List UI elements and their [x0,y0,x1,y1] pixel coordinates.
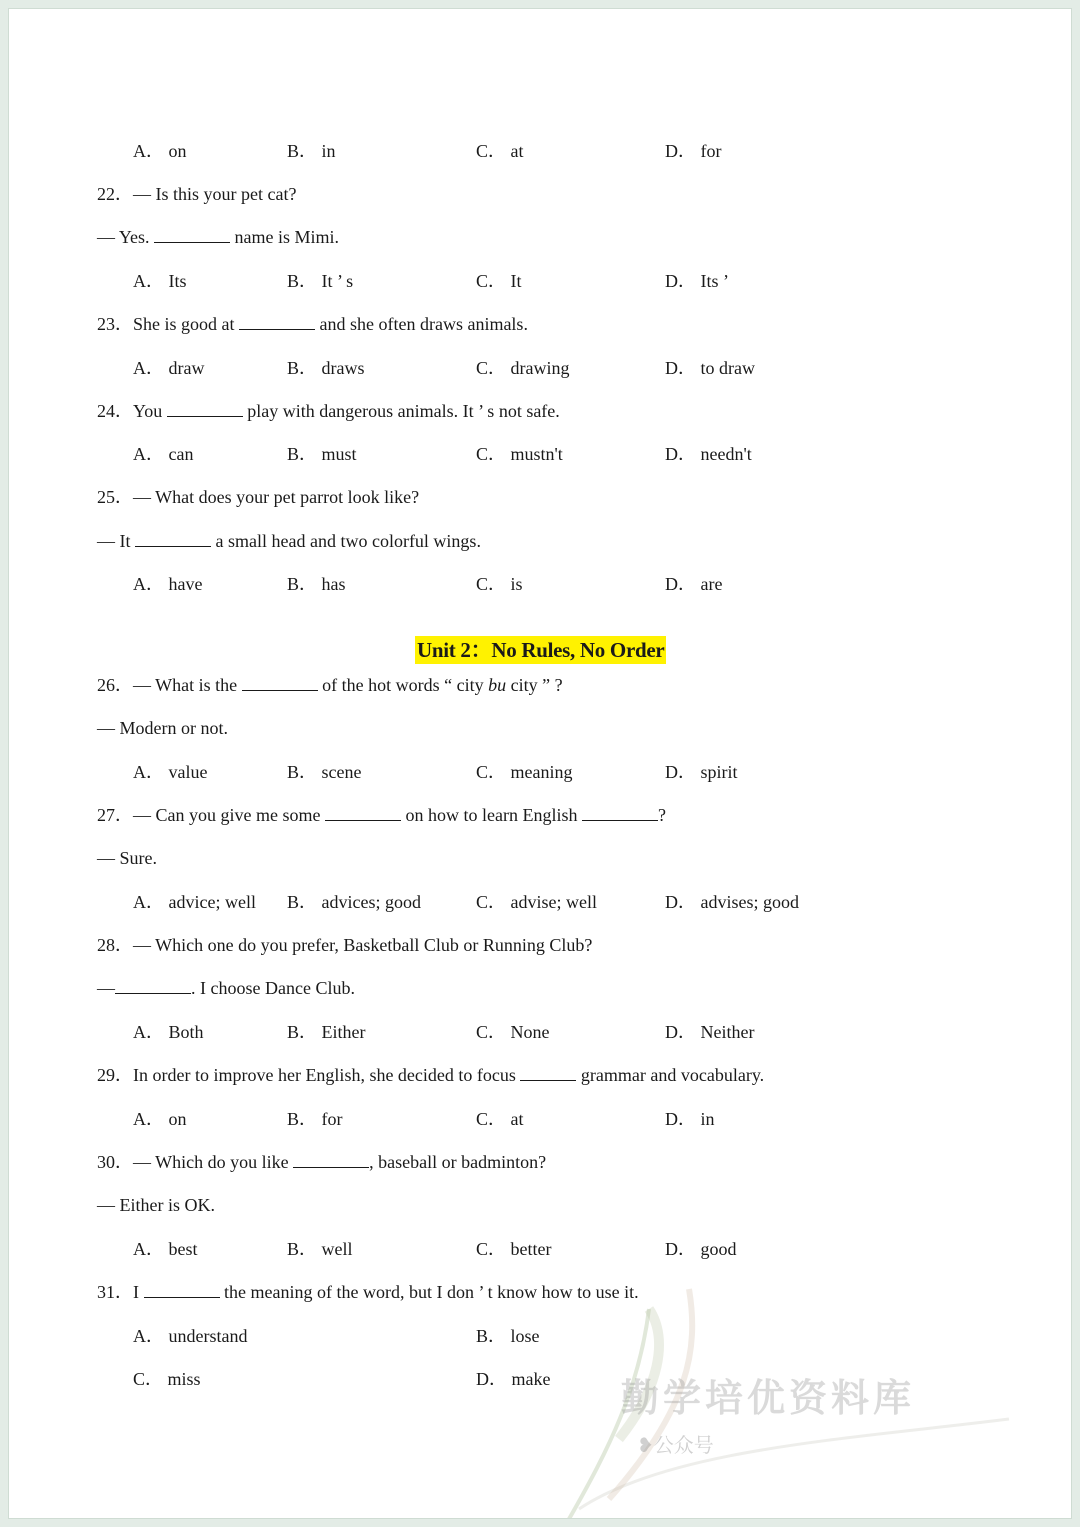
q24-stem: 24．You play with dangerous animals. It ’ s not safe. [97,401,560,421]
option-b: B． advices; good [287,892,421,912]
option-d: D． to draw [665,358,755,378]
option-c: C． mustn't [476,444,563,464]
option-b: B． draws [287,358,365,378]
option-b: B． for [287,1109,343,1129]
answer-blank[interactable] [325,804,401,821]
section-title: Unit 2：No Rules, No Order [417,638,665,662]
option-b: B． It ’ s [287,271,354,291]
option-c: C． meaning [476,762,573,782]
option-b: B． has [287,574,346,594]
answer-blank[interactable] [154,226,230,243]
q22-stem: 22．— Is this your pet cat? [97,184,297,204]
option-b: B． well [287,1239,353,1259]
option-a: A． on [133,1109,187,1129]
option-d: D． needn't [665,444,752,464]
option-a: A． have [133,574,203,594]
option-c: C． miss [133,1369,201,1389]
q26-stem: 26．— What is the of the hot words “ city bu city ” ? [97,675,563,695]
option-a: A． advice; well [133,892,256,912]
answer-blank[interactable] [242,674,318,691]
answer-blank[interactable] [115,977,191,994]
answer-blank[interactable] [167,400,243,417]
answer-blank[interactable] [582,804,658,821]
q25-answer-line: — It a small head and two colorful wings. [97,531,481,551]
option-d: D． spirit [665,762,738,782]
q21-options [9,140,1071,162]
q28-stem: 28．— Which one do you prefer, Basketball Club or Running Club? [97,935,593,955]
q31-stem: 31．I the meaning of the word, but I don ’ t know how to use it. [97,1282,639,1302]
watermark-title: 勤学培优资料库 [621,1376,916,1420]
option-d: D． for [665,141,722,161]
q30-answer-line: — Either is OK. [97,1195,215,1215]
answer-blank[interactable] [520,1064,576,1081]
q27-answer-line: — Sure. [97,848,157,868]
answer-blank[interactable] [239,313,315,330]
option-b: B． must [287,444,357,464]
option-a: A． best [133,1239,198,1259]
option-a: A． Both [133,1022,204,1042]
option-b: B． lose [476,1326,540,1346]
option-b: B． scene [287,762,362,782]
q22-options [9,270,1071,292]
wechat-icon: ❥ [637,1433,654,1457]
option-a: A． draw [133,358,205,378]
option-d: D． advises; good [665,892,799,912]
worksheet-page [9,9,1071,1518]
option-c: C． is [476,574,523,594]
q26-options [9,761,1071,783]
answer-blank[interactable] [293,1151,369,1168]
option-c: C． advise; well [476,892,597,912]
option-a: A． can [133,444,194,464]
answer-blank[interactable] [135,530,211,547]
q29-options [9,1108,1071,1130]
option-c: C． It [476,271,522,291]
answer-blank[interactable] [144,1281,220,1298]
q27-options [9,891,1071,913]
option-b: B． in [287,141,336,161]
option-d: D． Neither [665,1022,755,1042]
option-d: D． Its ’ [665,271,729,291]
option-a: A． Its [133,271,187,291]
q25-stem: 25．— What does your pet parrot look like? [97,487,420,507]
q24-options [9,443,1071,465]
option-a: A． value [133,762,208,782]
option-c: C． at [476,141,524,161]
q23-options [9,357,1071,379]
q22-answer-line: — Yes. name is Mimi. [97,227,340,247]
option-a: A． understand [133,1326,248,1346]
option-d: D． make [476,1369,551,1389]
option-d: D． are [665,574,723,594]
q28-answer-line: — . I choose Dance Club. [97,978,355,998]
option-c: C． drawing [476,358,570,378]
watermark-subtitle: ❥公众号 [637,1433,714,1457]
q28-options [9,1021,1071,1043]
option-c: C． None [476,1022,550,1042]
q26-answer-line: — Modern or not. [97,718,228,738]
option-d: D． good [665,1239,737,1259]
option-d: D． in [665,1109,715,1129]
option-a: A． on [133,141,187,161]
option-b: B． Either [287,1022,366,1042]
q27-stem: 27．— Can you give me some on how to learn English ? [97,805,666,825]
q25-options [9,573,1071,595]
q29-stem: 29．In order to improve her English, she decided to focus grammar and vocabulary. [97,1065,765,1085]
option-c: C． at [476,1109,524,1129]
q30-stem: 30．— Which do you like , baseball or badminton? [97,1152,547,1172]
q23-stem: 23．She is good at and she often draws animals. [97,314,528,334]
option-c: C． better [476,1239,552,1259]
